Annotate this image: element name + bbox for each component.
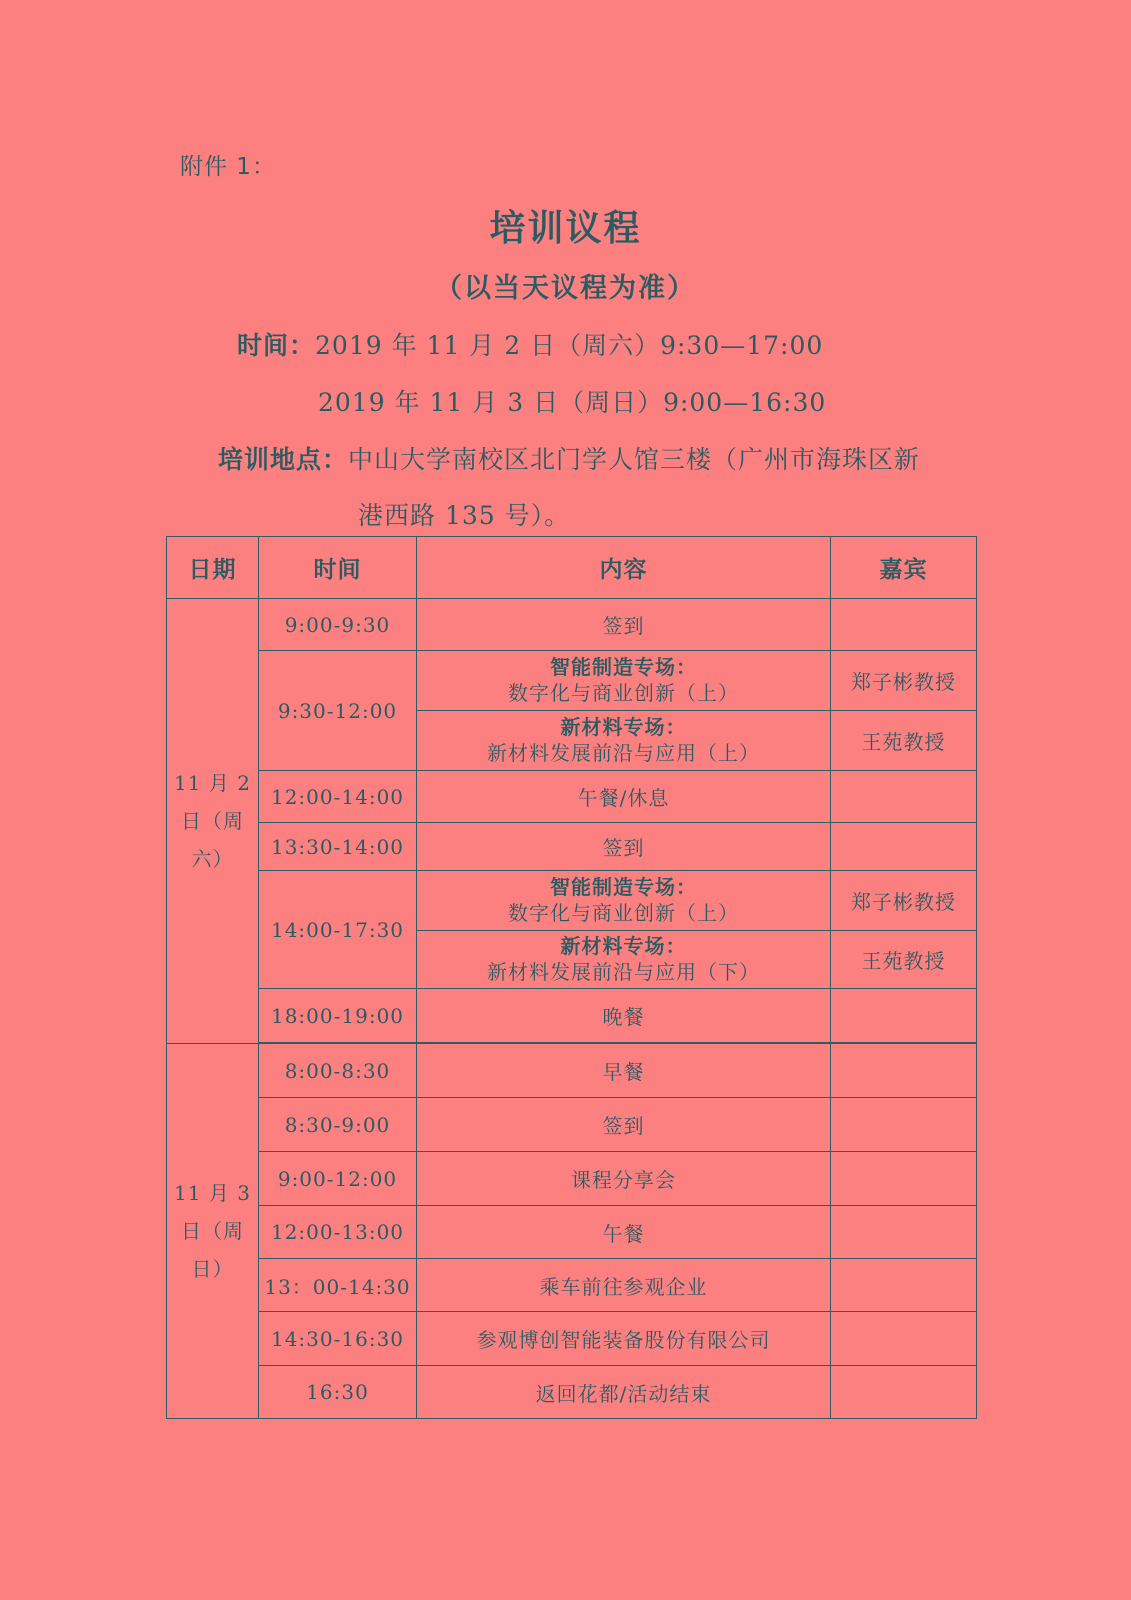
content-cell — [417, 651, 831, 711]
date-line: 六） — [191, 847, 234, 871]
table-row — [167, 1206, 977, 1259]
time-cell: 9:30-12:00 — [259, 651, 417, 771]
session-topic: 新材料发展前沿与应用（上） — [487, 741, 760, 765]
time-cell: 16:30 — [259, 1366, 417, 1419]
guest-cell: 郑子彬教授 — [831, 871, 977, 931]
content-cell: 午餐 — [417, 1206, 831, 1259]
page-title: 培训议程 — [489, 207, 642, 249]
session-category: 新材料专场： — [560, 715, 687, 739]
guest-cell: 郑子彬教授 — [831, 651, 977, 711]
session-topic: 数字化与商业创新（上） — [508, 901, 739, 925]
guest-cell — [831, 1206, 977, 1259]
time-cell: 9:00-9:30 — [259, 599, 417, 651]
time-cell: 14:00-17:30 — [259, 871, 417, 989]
date-cell-day1 — [167, 599, 259, 1044]
session-topic: 新材料发展前沿与应用（下） — [487, 960, 760, 984]
table-row — [167, 1098, 977, 1152]
table-header-row — [167, 537, 977, 599]
time-cell: 14:30-16:30 — [259, 1312, 417, 1366]
header-date: 日期 — [167, 537, 259, 599]
date-line: 日） — [191, 1257, 234, 1281]
location-line-2: 港西路 135 号）。 — [358, 501, 571, 530]
guest-cell — [831, 1098, 977, 1152]
guest-cell: 王苑教授 — [831, 931, 977, 989]
guest-cell — [831, 1044, 977, 1098]
table-row — [167, 1259, 977, 1312]
header-time: 时间 — [259, 537, 417, 599]
location-value-1: 中山大学南校区北门学人馆三楼（广州市海珠区新 — [348, 445, 921, 474]
content-cell: 晚餐 — [417, 989, 831, 1043]
time-value-1: 2019 年 11 月 2 日（周六）9:30—17:00 — [315, 331, 824, 360]
content-cell: 签到 — [417, 823, 831, 871]
table-row — [167, 989, 977, 1043]
time-line-2: 2019 年 11 月 3 日（周日）9:00—16:30 — [318, 388, 827, 417]
session-topic: 数字化与商业创新（上） — [508, 681, 739, 705]
time-cell: 8:30-9:00 — [259, 1098, 417, 1152]
table-row — [167, 1312, 977, 1366]
content-cell: 早餐 — [417, 1044, 831, 1098]
table-row — [167, 651, 977, 711]
time-cell: 13：00-14:30 — [259, 1259, 417, 1312]
time-cell: 8:00-8:30 — [259, 1044, 417, 1098]
header-guest: 嘉宾 — [831, 537, 977, 599]
date-line: 11 月 2 — [174, 771, 251, 795]
guest-cell — [831, 1366, 977, 1419]
guest-cell — [831, 1259, 977, 1312]
guest-cell: 王苑教授 — [831, 711, 977, 771]
time-cell: 12:00-14:00 — [259, 771, 417, 823]
time-cell: 9:00-12:00 — [259, 1152, 417, 1206]
attachment-label: 附件 1： — [180, 154, 276, 180]
date-line: 日（周 — [181, 1219, 244, 1243]
content-cell: 返回花都/活动结束 — [417, 1366, 831, 1419]
table-row — [167, 1366, 977, 1419]
location-label: 培训地点： — [218, 445, 349, 474]
time-line-1 — [237, 326, 823, 362]
guest-cell — [831, 1312, 977, 1366]
date-cell-day2 — [167, 1044, 259, 1419]
guest-cell — [831, 1152, 977, 1206]
time-label: 时间： — [237, 331, 316, 360]
time-cell: 12:00-13:00 — [259, 1206, 417, 1259]
guest-cell — [831, 989, 977, 1043]
content-cell — [417, 711, 831, 771]
content-cell: 参观博创智能装备股份有限公司 — [417, 1312, 831, 1366]
table-row — [167, 823, 977, 871]
guest-cell — [831, 771, 977, 823]
session-category: 智能制造专场： — [550, 875, 697, 899]
content-cell: 签到 — [417, 1098, 831, 1152]
page-subtitle: （以当天议程为准） — [435, 273, 696, 304]
session-category: 智能制造专场： — [550, 655, 697, 679]
content-cell: 课程分享会 — [417, 1152, 831, 1206]
date-line: 日（周 — [181, 809, 244, 833]
content-cell: 签到 — [417, 599, 831, 651]
table-row — [167, 599, 977, 651]
location-line-1 — [218, 440, 920, 476]
header-content: 内容 — [417, 537, 831, 599]
table-row — [167, 1152, 977, 1206]
content-cell: 午餐/休息 — [417, 771, 831, 823]
guest-cell — [831, 599, 977, 651]
content-cell — [417, 931, 831, 989]
agenda-table — [166, 536, 977, 1419]
time-cell: 13:30-14:00 — [259, 823, 417, 871]
content-cell: 乘车前往参观企业 — [417, 1259, 831, 1312]
table-row — [167, 771, 977, 823]
session-category: 新材料专场： — [560, 934, 687, 958]
date-line: 11 月 3 — [174, 1181, 251, 1205]
guest-cell — [831, 823, 977, 871]
time-cell: 18:00-19:00 — [259, 989, 417, 1043]
table-row — [167, 1044, 977, 1098]
table-row — [167, 871, 977, 931]
content-cell — [417, 871, 831, 931]
